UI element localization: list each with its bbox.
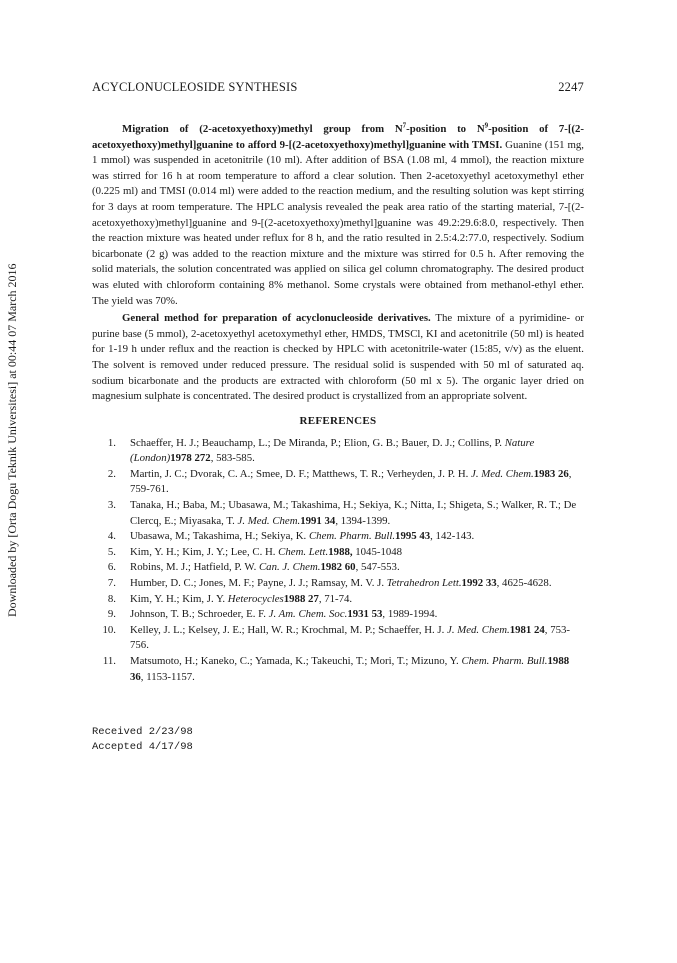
- reference-year-volume: 1988 36: [130, 655, 570, 683]
- reference-year-volume: 1931 53: [347, 608, 383, 621]
- migration-heading: Migration of (2-acetoxyethoxy)methyl group from $N^7$-position to $N^9$-position of 7-[(2-acetoxyethoxy)methyl]guanine to afford 9-[(2-acetoxyethoxy)methyl]guanine with TMSI.: [92, 121, 585, 151]
- reference-journal: Chem. Pharm. Bull.: [308, 530, 396, 543]
- reference-year-volume: 1992 33: [461, 577, 497, 590]
- reference-year-volume: 1988,: [328, 545, 353, 558]
- reference-item: [92, 498, 584, 529]
- reference-journal: J. Med. Chem.: [237, 514, 301, 527]
- general-method-heading: General method for preparation of acyclonucleoside derivatives.: [122, 312, 431, 325]
- running-header: [92, 80, 584, 95]
- accepted-date: Accepted 4/17/98: [92, 741, 193, 754]
- reference-number: 11.: [102, 655, 116, 667]
- journal-page: [92, 80, 584, 755]
- reference-journal: Nature (London): [130, 436, 535, 465]
- page-number: 2247: [558, 80, 584, 94]
- reference-year-volume: 1983 26: [533, 467, 569, 480]
- reference-text: Humber, D. C.; Jones, M. F.; Payne, J. J.; Ramsay, M. V. J. Tetrahedron Lett.1992 33, 4625-4628.: [130, 577, 552, 590]
- reference-number: 8.: [107, 592, 116, 605]
- reference-number: 2.: [107, 467, 116, 480]
- received-date: Received 2/23/98: [92, 726, 193, 739]
- reference-item: [92, 560, 584, 576]
- reference-number: 3.: [107, 499, 116, 512]
- reference-item: [92, 467, 584, 498]
- references-list: [92, 436, 584, 686]
- reference-number: 6.: [107, 561, 116, 574]
- reference-year-volume: 1982 60: [320, 561, 356, 574]
- reference-journal: J. Med. Chem.: [471, 467, 534, 480]
- reference-journal: Can. J. Chem.: [258, 561, 321, 574]
- running-title: ACYCLONUCLEOSIDE SYNTHESIS: [92, 80, 298, 94]
- reference-text: Ubasawa, M.; Takashima, H.; Sekiya, K. Chem. Pharm. Bull.1995 43, 142-143.: [130, 530, 475, 543]
- reference-number: 9.: [107, 608, 116, 621]
- reference-number: 4.: [107, 530, 116, 543]
- download-watermark: Downloaded by [Orta Dogu Teknik Universitesi] at 00:44 07 March 2016: [5, 263, 19, 617]
- reference-text: Johnson, T. B.; Schroeder, E. F. J. Am. Chem. Soc.1931 53, 1989-1994.: [130, 608, 438, 621]
- reference-journal: J. Am. Chem. Soc.: [268, 608, 348, 621]
- reference-text: Kim, Y. H.; Kim, J. Y. Heterocycles1988 27, 71-74.: [130, 592, 353, 605]
- reference-year-volume: 1991 34: [300, 514, 336, 527]
- reference-item: [92, 607, 584, 623]
- reference-text: Kelley, J. L.; Kelsey, J. E.; Hall, W. R.; Krochmal, M. P.; Schaeffer, H. J. J. Med. Chem.1981 24, 753-756.: [130, 623, 570, 652]
- reference-journal: Heterocycles: [227, 592, 284, 605]
- reference-number: 1.: [107, 436, 116, 449]
- migration-paragraph: [92, 122, 584, 309]
- reference-number: 7.: [107, 577, 116, 590]
- reference-item: [92, 592, 584, 608]
- reference-text: Martin, J. C.; Dvorak, C. A.; Smee, D. F.; Matthews, T. R.; Verheyden, J. P. H. J. Med. Chem.1983 26, 759-761.: [130, 467, 572, 496]
- reference-number: 5.: [107, 545, 116, 558]
- reference-year-volume: 1988 27: [283, 592, 319, 605]
- reference-journal: Tetrahedron Lett.: [386, 577, 462, 590]
- reference-text: Matsumoto, H.; Kaneko, C.; Yamada, K.; Takeuchi, T.; Mori, T.; Mizuno, Y. Chem. Pharm. Bull.1988 36, 1153-1157.: [130, 655, 570, 683]
- reference-item: [92, 623, 584, 654]
- reference-journal: J. Med. Chem.: [447, 623, 510, 636]
- reference-journal: Chem. Lett.: [278, 545, 329, 558]
- experimental-section: [92, 122, 584, 405]
- reference-item: [92, 654, 584, 685]
- reference-text: Kim, Y. H.; Kim, J. Y.; Lee, C. H. Chem. Lett.1988, 1045-1048: [130, 545, 403, 558]
- reference-item: [92, 576, 584, 592]
- reference-text: Robins, M. J.; Hatfield, P. W. Can. J. Chem.1982 60, 547-553.: [130, 561, 400, 574]
- received-dates: [92, 725, 584, 755]
- migration-body: Guanine (151 mg, 1 mmol) was suspended in acetonitrile (10 ml). After addition of BSA (1.08 ml, 4 mmol), the reaction mixture was stirred for 16 h at room temperature to afford a clear solution. Then 2-acetoxyethyl acetoxymethyl ether (0.225 ml) and TMSI (0.014 ml) were added to the reaction medium, and the resulting solution was kept stirring for 3 days at room temperature. The HPLC analysis revealed the peak area ratio of the starting material, 7-[(2-acetoxyethoxy)methyl]guanine and 9-[(2-acetoxyethoxy)methyl]guanine was 49.2:29.6:8.0, respectively. Then the reaction mixture was heated under reflux for 8 h, and the ratio resulted in 2.5:4.2:77.0, respectively. Sodium bicarbonate (2 g) was added to the reaction mixture and the mixture was stirred for 0.5 h. After removing the solid materials, the solution concentrated was applied on silica gel column chromatography. The desired product was eluted with chloroform containing 8% methanol. Some crystals were obtained from methanol-ethyl ether. The yield was 70%.: [92, 138, 584, 307]
- reference-number: 10.: [102, 623, 116, 636]
- reference-item: [92, 545, 584, 561]
- general-method-paragraph: [92, 311, 584, 405]
- reference-item: [92, 436, 584, 467]
- reference-year-volume: 1995 43: [395, 530, 431, 543]
- general-method-body: The mixture of a pyrimidine- or purine base (5 mmol), 2-acetoxyethyl acetoxymethyl ether, HMDS, TMSCl, KI and acetonitrile (50 ml) is heated for 1-19 h under reflux and the reaction is checked by HPLC with acetonitrile-water (15:85, v/v) as the eluent. The solvent is removed under reduced pressure. The residual solid is suspended with 50 ml of saturated aq. sodium bicarbonate and the products are extracted with chloroform (50 ml x 5). The organic layer dried on magnesium sulphate is concentrated. The desired product is crystallized from an appropriate solvent.: [92, 312, 585, 403]
- reference-text: Schaeffer, H. J.; Beauchamp, L.; De Miranda, P.; Elion, G. B.; Bauer, D. J.; Collins, P. Nature (London)1978 272, 583-585.: [130, 436, 535, 465]
- reference-text: Tanaka, H.; Baba, M.; Ubasawa, M.; Takashima, H.; Sekiya, K.; Nitta, I.; Shigeta, S.; Walker, R. T.; De Clercq, E.; Miyasaka, T. J. Med. Chem.1991 34, 1394-1399.: [130, 499, 577, 527]
- references-heading: REFERENCES: [299, 414, 377, 427]
- reference-item: [92, 529, 584, 545]
- reference-year-volume: 1978 272: [170, 452, 211, 465]
- reference-year-volume: 1981 24: [509, 623, 545, 636]
- reference-journal: Chem. Pharm. Bull.: [461, 655, 548, 667]
